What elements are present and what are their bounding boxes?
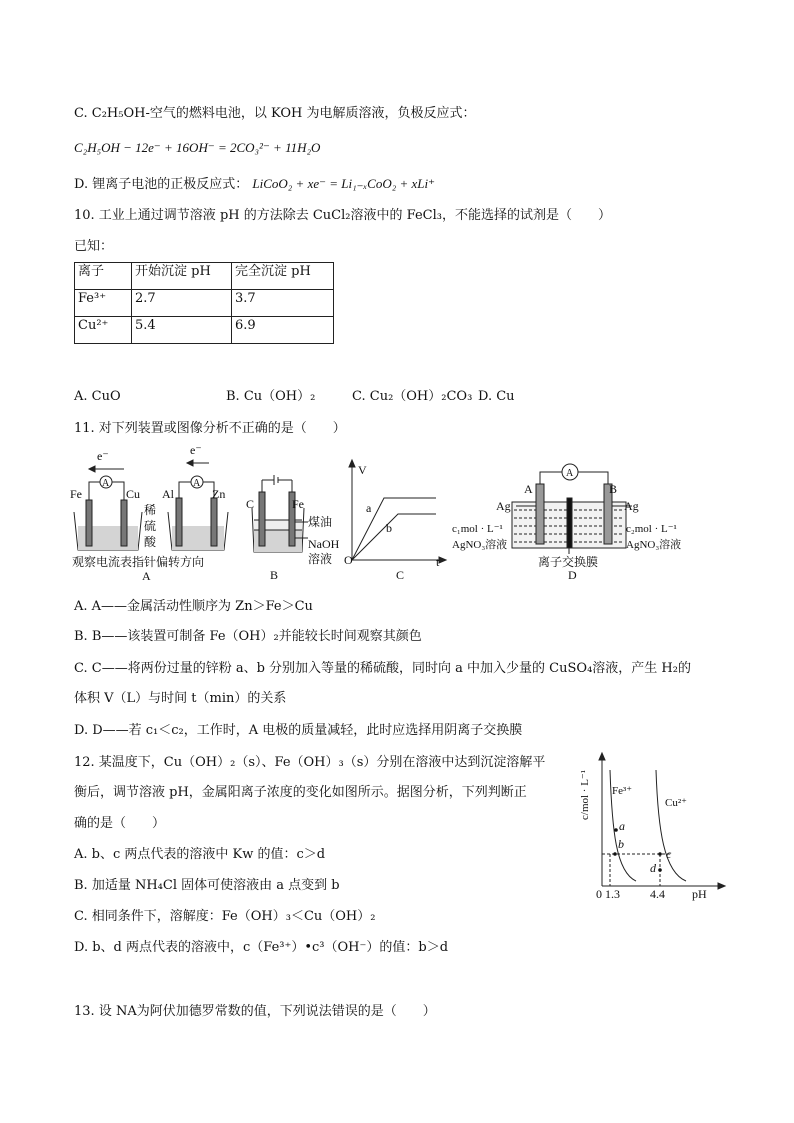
q10-stem: 10. 工业上通过调节溶液 pH 的方法除去 CuCl₂溶液中的 FeCl₃，不能选择的试剂是（ ） [74,208,611,223]
q10-option-a: A. CuO [74,389,121,404]
q12-option-d: D. b、d 两点代表的溶液中，c（Fe³⁺）•c³（OH⁻）的值：b＞d [74,940,449,955]
q11-option-c: C. C——将两份过量的锌粉 a、b 分别加入等量的稀硫酸，同时向 a 中加入少量的 CuSO₄溶液，产生 H₂的 [74,661,691,676]
q13-stem: 13. 设 NA为阿伏加德罗常数的值，下列说法错误的是（ ） [74,1004,436,1019]
q11-option-c-cont: 体积 V（L）与时间 t（min）的关系 [74,691,287,706]
graph-point-a: a [619,819,625,833]
q10-known: 已知： [74,239,114,254]
q12-stem-line-2: 衡后，调节溶液 pH，金属阳离子浓度的变化如图所示。据图分析，下列判断正 [74,785,527,800]
fig-b-solution: 溶液 [308,552,333,566]
graph-tick-2: 4.4 [650,887,665,901]
q11-option-a: A. A——金属活动性顺序为 Zn＞Fe＞Cu [74,599,313,614]
fig-a-cu: Cu [126,487,141,501]
ph-table [74,262,334,344]
fig-b-naoh: NaOH [308,537,340,551]
table-cell: 5.4 [132,317,232,344]
fig-a-electron: e⁻ [97,449,109,463]
fig-c-a: a [366,501,372,515]
fig-d-ammeter: A [566,468,574,479]
q9-option-c-text: C. C₂H₅OH-空气的燃料电池，以 KOH 为电解质溶液，负极反应式： [74,106,476,121]
table-cell: 2.7 [132,290,232,317]
fig-d-membrane: 离子交换膜 [538,555,599,569]
fig-b-oil: 煤油 [308,515,333,529]
fig-c-b: b [386,521,392,535]
graph-x-label: pH [692,887,707,901]
table-cell: 3.7 [232,290,334,317]
q12-stem-line-1: 12. 某温度下，Cu（OH）₂（s）、Fe（OH）₃（s）分别在溶液中达到沉淀溶解平 [74,755,546,770]
fig-c-v: V [358,463,367,477]
fig-d-label: D [568,568,577,582]
graph-tick-1: 1.3 [605,887,620,901]
fig-a-acid-1: 稀 [144,503,157,517]
table-header: 完全沉淀 pH [232,263,334,290]
table-cell: 6.9 [232,317,334,344]
fig-d-electrode-b: B [609,482,618,496]
q9-option-d [74,175,435,194]
fig-d-agno3: AgNO₃溶液 [452,539,508,551]
fig-d-ag-2: Ag [624,499,639,513]
fig-a-al: Al [162,487,174,501]
graph-fe-label: Fe³⁺ [612,785,633,797]
table-row [75,290,334,317]
q9-option-c-equation: C₂H₅OH − 12e⁻ + 16OH⁻ = 2CO₃²⁻ + 11H₂O [74,140,321,155]
q12-stem-line-3: 确的是（ ） [74,816,166,831]
graph-point-b: b [618,837,624,851]
table-cell: Cu²⁺ [75,317,132,344]
fig-a-ammeter-2: A [193,478,201,489]
fig-d-electrode-a: A [524,482,533,496]
fig-c-origin: O [344,553,353,567]
q11-option-d: D. D——若 c₁＜c₂，工作时，A 电极的质量减轻，此时应选择用阴离子交换膜 [74,723,523,738]
q10-option-c: C. Cu₂（OH）₂CO₃ [352,389,473,404]
q10-options [74,388,515,406]
graph-cu-label: Cu²⁺ [665,797,687,809]
q12-graph [574,750,734,902]
table-header: 开始沉淀 pH [132,263,232,290]
fig-d-c1: c₁mol · L⁻¹ [452,523,503,535]
q12-option-c: C. 相同条件下，溶解度：Fe（OH）₃＜Cu（OH）₂ [74,909,376,924]
fig-a-ammeter: A [102,478,110,489]
fig-b-label: B [270,568,279,582]
q10-option-d: D. Cu [478,389,515,404]
fig-a-acid-3: 酸 [144,535,157,549]
q12-option-b: B. 加适量 NH₄Cl 固体可使溶液由 a 点变到 b [74,878,340,893]
q9-option-d-equation: LiCoO₂ + xe⁻ = Li₁₋ₓCoO₂ + xLi⁺ [252,176,435,191]
fig-a-label: A [142,569,151,582]
graph-y-label: c/mol · L⁻¹ [579,769,591,820]
fig-a-caption: 观察电流表指针偏转方向 [72,555,205,569]
graph-point-c: c [666,847,672,861]
fig-a-fe: Fe [70,487,82,501]
q9-option-d-text: D. 锂离子电池的正极反应式： [74,177,249,192]
q11-stem: 11. 对下列装置或图像分析不正确的是（ ） [74,421,346,436]
table-cell: Fe³⁺ [75,290,132,317]
fig-d-agno3-2: AgNO₃溶液 [626,539,682,551]
fig-b-c: C [246,497,255,511]
fig-a-electron-2: e⁻ [190,443,202,457]
table-header-row [75,263,334,290]
q12-option-a: A. b、c 两点代表的溶液中 Kw 的值：c＞d [74,847,326,862]
q10-option-b: B. Cu（OH）₂ [226,389,316,404]
graph-point-d: d [650,861,656,875]
fig-a-zn: Zn [212,487,226,501]
q11-figure [64,442,714,582]
fig-c-t: t [436,555,440,569]
fig-c-label: C [396,568,405,582]
table-header: 离子 [75,263,132,290]
q11-option-b: B. B——该装置可制备 Fe（OH）₂并能较长时间观察其颜色 [74,629,422,644]
fig-b-fe: Fe [292,497,304,511]
graph-tick-0: 0 [596,887,602,901]
table-row [75,317,334,344]
fig-d-ag: Ag [496,499,511,513]
fig-a-acid-2: 硫 [144,519,157,533]
fig-d-c2: c₂mol · L⁻¹ [626,523,677,535]
